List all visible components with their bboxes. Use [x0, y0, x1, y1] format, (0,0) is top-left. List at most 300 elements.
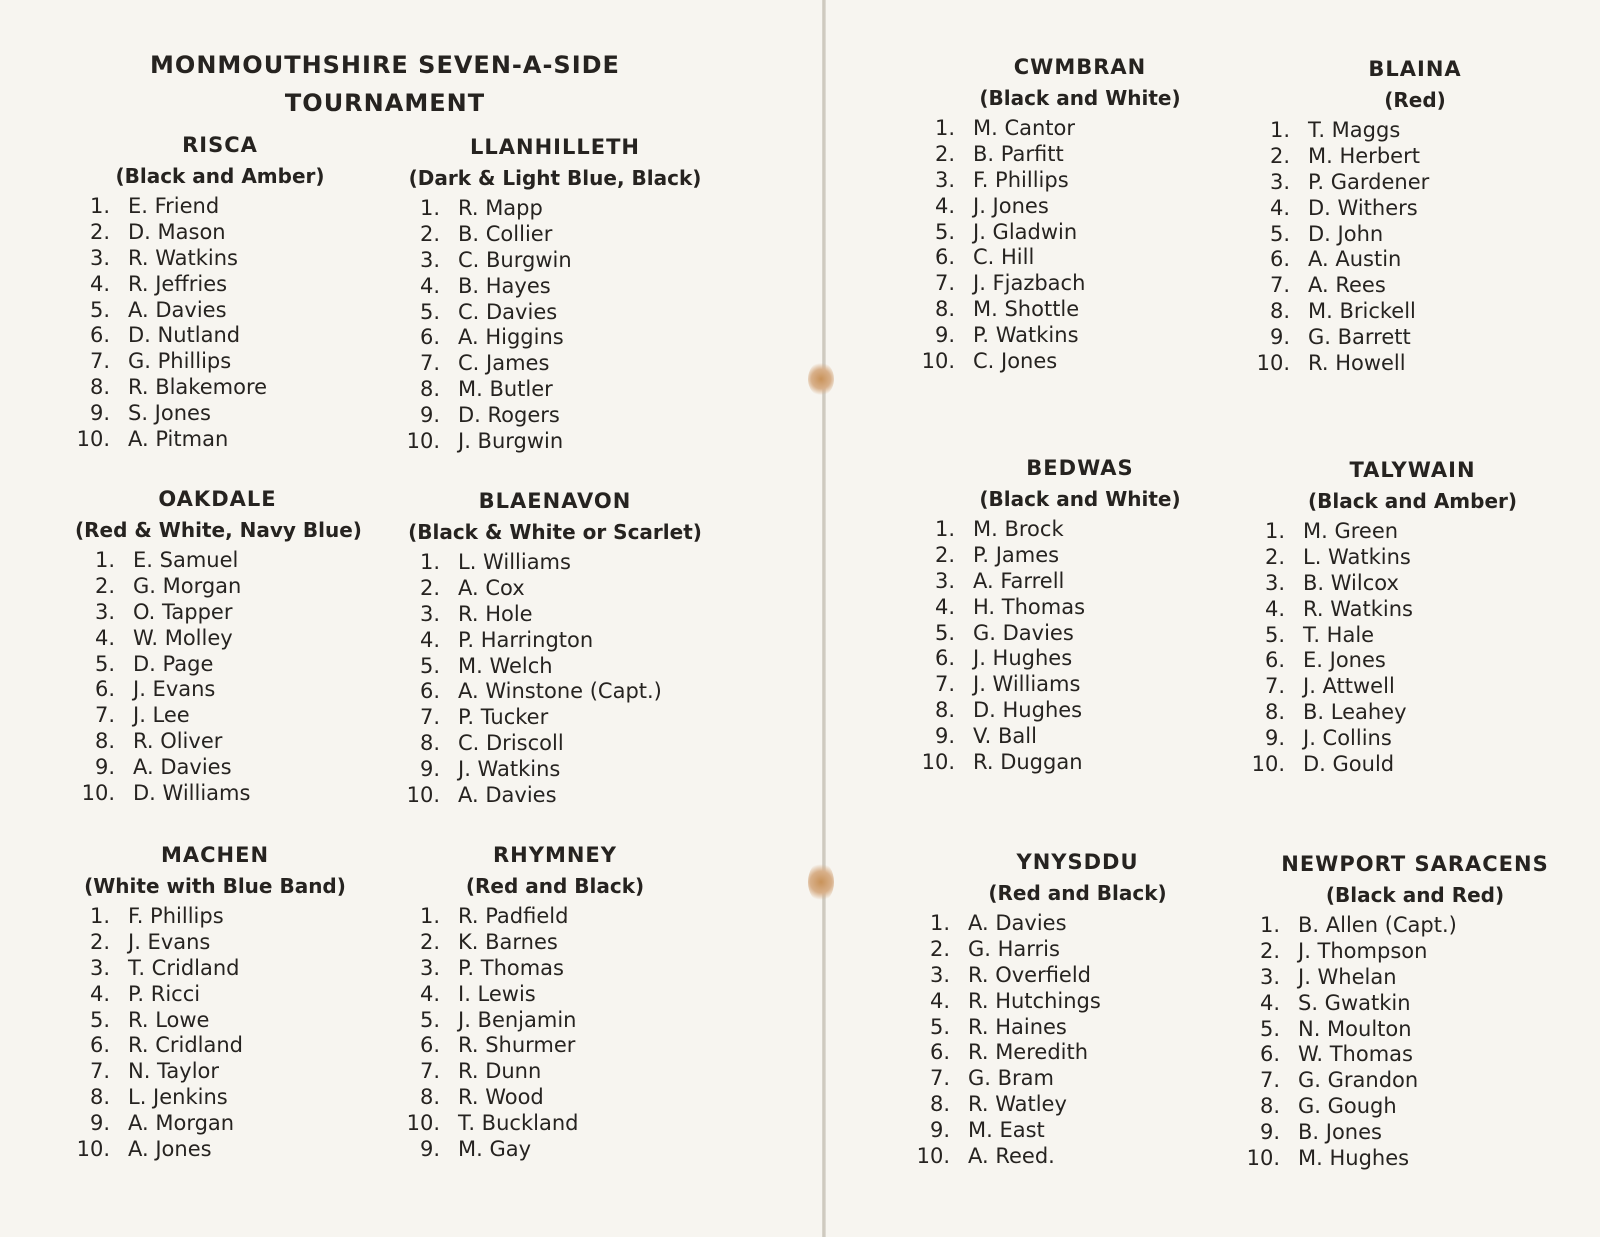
- player-name: R. Blakemore: [128, 375, 268, 400]
- player-name: P. Tucker: [458, 705, 549, 730]
- team-oakdale: [75, 484, 360, 807]
- player-row: [1245, 674, 1580, 700]
- player-row: [910, 963, 1245, 989]
- player-number: 9.: [89, 401, 110, 426]
- player-name: T. Maggs: [1308, 118, 1401, 142]
- player-name: J. Jones: [973, 193, 1049, 218]
- player-name: D. Gould: [1303, 752, 1395, 777]
- player-number: 4.: [1264, 596, 1285, 621]
- player-name: R. Haines: [968, 1014, 1067, 1039]
- player-number: 2.: [934, 542, 955, 567]
- player-row: [75, 600, 360, 626]
- player-row: [400, 576, 710, 602]
- player-number: 7.: [934, 271, 955, 296]
- player-row: [1250, 170, 1580, 196]
- player-number: 1.: [934, 517, 955, 541]
- player-row: [1245, 519, 1580, 545]
- player-list: [1245, 519, 1580, 778]
- player-row: [915, 349, 1245, 375]
- player-name: B. Hayes: [458, 273, 551, 298]
- player-number: 5.: [1264, 622, 1285, 647]
- player-number: 8.: [934, 297, 955, 322]
- player-row: [1250, 247, 1580, 273]
- player-list: [915, 116, 1245, 375]
- player-row: [1240, 913, 1590, 939]
- player-number: 10.: [916, 1144, 950, 1169]
- player-row: [1245, 597, 1580, 623]
- player-name: R. Howell: [1308, 351, 1406, 376]
- player-name: M. Brock: [973, 517, 1064, 541]
- player-row: [70, 930, 360, 956]
- player-row: [1240, 1017, 1590, 1043]
- player-row: [70, 1033, 360, 1059]
- player-name: C. Hill: [973, 245, 1035, 270]
- player-name: A. Higgins: [458, 325, 564, 350]
- player-name: D. Williams: [133, 781, 251, 806]
- player-number: 6.: [419, 325, 440, 350]
- player-name: G. Phillips: [128, 349, 232, 374]
- player-number: 9.: [419, 1137, 440, 1162]
- player-row: [915, 245, 1245, 271]
- player-name: R. Dunn: [458, 1059, 542, 1084]
- player-number: 10.: [1246, 1146, 1280, 1171]
- player-number: 3.: [419, 955, 440, 980]
- player-number: 6.: [419, 679, 440, 704]
- player-number: 2.: [89, 219, 110, 244]
- player-number: 1.: [419, 196, 440, 220]
- team-machen: [70, 840, 360, 1163]
- player-row: [70, 1059, 360, 1085]
- player-name: G. Gough: [1298, 1094, 1397, 1119]
- player-name: R. Overfield: [968, 962, 1092, 987]
- player-row: [75, 755, 360, 781]
- player-name: A. Austin: [1308, 247, 1402, 272]
- player-number: 3.: [1269, 169, 1290, 194]
- player-number: 2.: [419, 929, 440, 954]
- player-number: 6.: [929, 1040, 950, 1065]
- player-name: G. Grandon: [1298, 1068, 1419, 1093]
- player-number: 5.: [929, 1014, 950, 1039]
- player-name: J. Watkins: [458, 757, 561, 782]
- player-row: [70, 956, 360, 982]
- player-row: [70, 1008, 360, 1034]
- player-row: [400, 1137, 710, 1163]
- team-colours: (Red and Black): [465, 874, 645, 898]
- player-number: 7.: [89, 349, 110, 374]
- player-number: 9.: [1264, 726, 1285, 751]
- team-bedwas: [915, 453, 1245, 776]
- player-list: [915, 517, 1245, 776]
- player-name: W. Molley: [133, 625, 233, 650]
- player-row: [1250, 196, 1580, 222]
- player-number: 6.: [89, 1033, 110, 1058]
- player-row: [75, 677, 360, 703]
- player-row: [915, 116, 1245, 142]
- player-name: M. Cantor: [973, 116, 1076, 140]
- player-row: [70, 1085, 360, 1111]
- player-row: [915, 543, 1245, 569]
- player-name: A. Davies: [968, 911, 1067, 935]
- player-row: [70, 904, 360, 930]
- player-name: B. Jones: [1298, 1120, 1382, 1145]
- player-number: 10.: [406, 429, 440, 454]
- player-row: [400, 783, 710, 809]
- team-name: CWMBRAN: [1013, 55, 1147, 79]
- player-row: [400, 930, 710, 956]
- player-row: [915, 724, 1245, 750]
- player-row: [910, 1092, 1245, 1118]
- player-number: 7.: [934, 672, 955, 697]
- player-name: J. Whelan: [1298, 964, 1397, 989]
- player-number: 6.: [934, 646, 955, 671]
- player-list: [400, 196, 710, 455]
- team-colours: (Black and Amber): [1307, 489, 1518, 513]
- player-name: R. Hole: [458, 601, 533, 626]
- player-name: O. Tapper: [133, 599, 233, 624]
- player-number: 8.: [94, 729, 115, 754]
- team-name: RISCA: [182, 133, 258, 157]
- player-row: [1250, 222, 1580, 248]
- player-row: [400, 654, 710, 680]
- player-number: 2.: [1259, 938, 1280, 963]
- player-name: C. Davies: [458, 299, 558, 324]
- player-number: 7.: [929, 1066, 950, 1091]
- player-name: S. Jones: [128, 401, 211, 426]
- player-name: C. Driscoll: [458, 731, 564, 756]
- team-name: TALYWAIN: [1349, 458, 1476, 482]
- player-name: M. Welch: [458, 653, 553, 678]
- player-name: R. Mapp: [458, 196, 543, 220]
- player-row: [400, 196, 710, 222]
- player-row: [70, 982, 360, 1008]
- player-list: [1240, 913, 1590, 1172]
- player-row: [915, 168, 1245, 194]
- player-number: 2.: [419, 221, 440, 246]
- player-name: J. Benjamin: [458, 1007, 577, 1032]
- player-name: R. Hutchings: [968, 988, 1101, 1013]
- player-name: V. Ball: [973, 724, 1037, 749]
- player-row: [1240, 1146, 1590, 1172]
- player-number: 10.: [1256, 351, 1290, 376]
- player-number: 9.: [929, 1118, 950, 1143]
- player-row: [400, 248, 710, 274]
- player-number: 10.: [406, 1111, 440, 1136]
- player-name: M. Gay: [458, 1137, 532, 1162]
- player-row: [910, 1015, 1245, 1041]
- player-list: [70, 194, 370, 453]
- player-number: 1.: [929, 911, 950, 935]
- player-number: 7.: [419, 705, 440, 730]
- player-number: 7.: [89, 1059, 110, 1084]
- player-number: 6.: [89, 323, 110, 348]
- player-number: 9.: [934, 323, 955, 348]
- player-name: A. Jones: [128, 1137, 212, 1162]
- team-colours: (Red): [1384, 88, 1446, 112]
- player-row: [1250, 273, 1580, 299]
- player-name: P. James: [973, 542, 1060, 567]
- player-row: [400, 602, 710, 628]
- player-number: 6.: [934, 245, 955, 270]
- player-name: I. Lewis: [458, 981, 536, 1006]
- player-row: [1250, 299, 1580, 325]
- player-name: D. Hughes: [973, 698, 1083, 723]
- player-name: N. Moulton: [1298, 1016, 1412, 1041]
- player-name: L. Jenkins: [128, 1085, 228, 1110]
- player-name: C. Jones: [973, 349, 1058, 374]
- player-name: R. Padfield: [458, 904, 569, 928]
- team-name: BEDWAS: [1026, 456, 1134, 480]
- player-number: 3.: [94, 599, 115, 624]
- player-name: L. Williams: [458, 550, 571, 574]
- player-number: 8.: [419, 731, 440, 756]
- player-row: [1240, 965, 1590, 991]
- player-name: E. Samuel: [133, 548, 239, 572]
- player-row: [915, 220, 1245, 246]
- player-number: 4.: [929, 988, 950, 1013]
- player-name: R. Shurmer: [458, 1033, 576, 1058]
- player-row: [400, 757, 710, 783]
- team-name: YNYSDDU: [1016, 850, 1139, 874]
- player-row: [400, 300, 710, 326]
- player-name: F. Phillips: [128, 904, 224, 928]
- player-name: R. Duggan: [973, 750, 1083, 775]
- player-name: E. Jones: [1303, 648, 1386, 673]
- team-name: BLAINA: [1368, 57, 1462, 81]
- player-row: [910, 1144, 1245, 1170]
- player-number: 5.: [89, 297, 110, 322]
- team-name: LLANHILLETH: [470, 135, 640, 159]
- player-name: J. Williams: [973, 672, 1081, 697]
- player-name: D. Withers: [1308, 195, 1418, 220]
- team-name: MACHEN: [160, 843, 270, 867]
- player-number: 6.: [1259, 1042, 1280, 1067]
- player-row: [70, 194, 370, 220]
- player-row: [1250, 325, 1580, 351]
- player-name: J. Lee: [133, 703, 190, 728]
- player-number: 10.: [921, 750, 955, 775]
- player-name: D. Rogers: [458, 403, 560, 428]
- player-number: 10.: [76, 427, 110, 452]
- team-colours: (Red and Black): [988, 881, 1167, 905]
- player-row: [400, 705, 710, 731]
- player-row: [915, 194, 1245, 220]
- player-number: 3.: [89, 955, 110, 980]
- player-number: 6.: [419, 1033, 440, 1058]
- player-name: R. Jeffries: [128, 271, 228, 296]
- player-number: 7.: [419, 1059, 440, 1084]
- player-row: [400, 550, 710, 576]
- player-row: [400, 1008, 710, 1034]
- player-name: J. Evans: [133, 677, 216, 702]
- player-name: M. East: [968, 1118, 1045, 1143]
- player-row: [1240, 1120, 1590, 1146]
- player-number: 1.: [89, 904, 110, 928]
- player-number: 3.: [929, 962, 950, 987]
- player-number: 10.: [1251, 752, 1285, 777]
- stain-mark: [808, 362, 834, 396]
- player-number: 5.: [1269, 221, 1290, 246]
- player-name: R. Oliver: [133, 729, 223, 754]
- team-newport-saracens: [1240, 849, 1590, 1172]
- player-number: 7.: [1264, 674, 1285, 699]
- player-number: 7.: [94, 703, 115, 728]
- player-name: P. Watkins: [973, 323, 1079, 348]
- player-name: T. Buckland: [458, 1111, 579, 1136]
- player-number: 2.: [94, 573, 115, 598]
- player-row: [915, 517, 1245, 543]
- player-name: B. Wilcox: [1303, 570, 1399, 595]
- player-row: [75, 703, 360, 729]
- player-number: 5.: [419, 1007, 440, 1032]
- title-line: MONMOUTHSHIRE SEVEN-A-SIDE: [150, 51, 620, 79]
- player-name: G. Barrett: [1308, 325, 1411, 350]
- player-row: [915, 750, 1245, 776]
- player-name: H. Thomas: [973, 594, 1086, 619]
- player-number: 3.: [89, 245, 110, 270]
- player-name: R. Watkins: [128, 245, 238, 270]
- player-list: [1250, 118, 1580, 377]
- player-row: [1250, 118, 1580, 144]
- player-row: [1240, 991, 1590, 1017]
- player-list: [400, 904, 710, 1163]
- player-name: E. Friend: [128, 194, 220, 218]
- player-name: W. Thomas: [1298, 1042, 1413, 1067]
- player-row: [1245, 700, 1580, 726]
- player-number: 1.: [94, 548, 115, 572]
- player-name: P. Harrington: [458, 627, 594, 652]
- player-name: R. Cridland: [128, 1033, 243, 1058]
- player-row: [1245, 571, 1580, 597]
- team-name: NEWPORT SARACENS: [1281, 852, 1549, 876]
- player-number: 3.: [1264, 570, 1285, 595]
- player-number: 1.: [1264, 519, 1285, 543]
- player-row: [915, 569, 1245, 595]
- player-name: A. Davies: [133, 755, 232, 780]
- player-number: 8.: [1259, 1094, 1280, 1119]
- player-row: [910, 937, 1245, 963]
- player-name: D. Mason: [128, 219, 226, 244]
- player-row: [1250, 144, 1580, 170]
- player-name: C. Burgwin: [458, 247, 572, 272]
- player-number: 9.: [934, 724, 955, 749]
- player-number: 3.: [934, 167, 955, 192]
- player-name: J. Collins: [1303, 726, 1392, 751]
- player-row: [910, 1040, 1245, 1066]
- player-number: 5.: [89, 1007, 110, 1032]
- player-number: 2.: [929, 936, 950, 961]
- player-row: [1245, 726, 1580, 752]
- player-name: R. Wood: [458, 1085, 544, 1110]
- player-number: 1.: [1269, 118, 1290, 142]
- player-row: [400, 679, 710, 705]
- player-number: 1.: [934, 116, 955, 140]
- player-name: A. Winstone (Capt.): [458, 679, 662, 704]
- player-row: [400, 377, 710, 403]
- player-name: A. Davies: [458, 783, 557, 808]
- player-number: 1.: [89, 194, 110, 218]
- player-number: 4.: [1259, 990, 1280, 1015]
- player-row: [70, 1137, 360, 1163]
- player-name: D. John: [1308, 221, 1384, 246]
- player-list: [70, 904, 360, 1163]
- player-number: 9.: [419, 757, 440, 782]
- player-name: N. Taylor: [128, 1059, 220, 1084]
- player-name: B. Collier: [458, 221, 553, 246]
- player-row: [70, 246, 370, 272]
- player-name: C. James: [458, 351, 550, 376]
- player-name: T. Cridland: [128, 955, 240, 980]
- team-blaina: [1250, 54, 1580, 377]
- player-number: 9.: [1269, 325, 1290, 350]
- team-colours: (Black and White): [979, 86, 1181, 110]
- player-name: G. Harris: [968, 936, 1060, 961]
- team-cwmbran: [915, 52, 1245, 375]
- player-number: 3.: [419, 247, 440, 272]
- player-row: [400, 904, 710, 930]
- player-number: 4.: [89, 271, 110, 296]
- player-name: G. Morgan: [133, 573, 242, 598]
- player-row: [1240, 1094, 1590, 1120]
- player-number: 4.: [934, 193, 955, 218]
- player-row: [400, 325, 710, 351]
- team-colours: (Dark & Light Blue, Black): [408, 166, 702, 190]
- player-name: A. Davies: [128, 297, 227, 322]
- player-number: 8.: [419, 377, 440, 402]
- player-row: [400, 1085, 710, 1111]
- player-name: T. Hale: [1303, 622, 1375, 647]
- player-row: [915, 595, 1245, 621]
- player-name: P. Ricci: [128, 981, 201, 1006]
- page-title: [150, 46, 620, 122]
- team-rhymney: [400, 840, 710, 1163]
- player-row: [400, 1111, 710, 1137]
- player-list: [75, 548, 360, 807]
- player-number: 8.: [89, 375, 110, 400]
- player-row: [75, 781, 360, 807]
- player-number: 8.: [934, 698, 955, 723]
- player-number: 5.: [934, 620, 955, 645]
- player-number: 6.: [94, 677, 115, 702]
- player-name: R. Watley: [968, 1092, 1067, 1117]
- player-number: 5.: [1259, 1016, 1280, 1041]
- player-number: 7.: [1259, 1068, 1280, 1093]
- player-name: B. Parfitt: [973, 141, 1064, 166]
- player-row: [910, 1066, 1245, 1092]
- player-name: D. Nutland: [128, 323, 241, 348]
- player-name: K. Barnes: [458, 929, 558, 954]
- player-number: 1.: [419, 550, 440, 574]
- player-row: [400, 1059, 710, 1085]
- player-number: 3.: [1259, 964, 1280, 989]
- player-row: [400, 403, 710, 429]
- player-number: 8.: [1264, 700, 1285, 725]
- player-name: M. Shottle: [973, 297, 1080, 322]
- player-name: M. Green: [1303, 519, 1399, 543]
- player-number: 6.: [1264, 648, 1285, 673]
- player-number: 4.: [94, 625, 115, 650]
- player-name: B. Leahey: [1303, 700, 1407, 725]
- player-number: 8.: [1269, 299, 1290, 324]
- player-number: 10.: [76, 1137, 110, 1162]
- player-number: 1.: [419, 904, 440, 928]
- player-number: 10.: [406, 783, 440, 808]
- player-number: 8.: [929, 1092, 950, 1117]
- player-row: [1245, 648, 1580, 674]
- player-number: 4.: [419, 981, 440, 1006]
- player-number: 5.: [419, 299, 440, 324]
- player-number: 4.: [89, 981, 110, 1006]
- player-row: [400, 222, 710, 248]
